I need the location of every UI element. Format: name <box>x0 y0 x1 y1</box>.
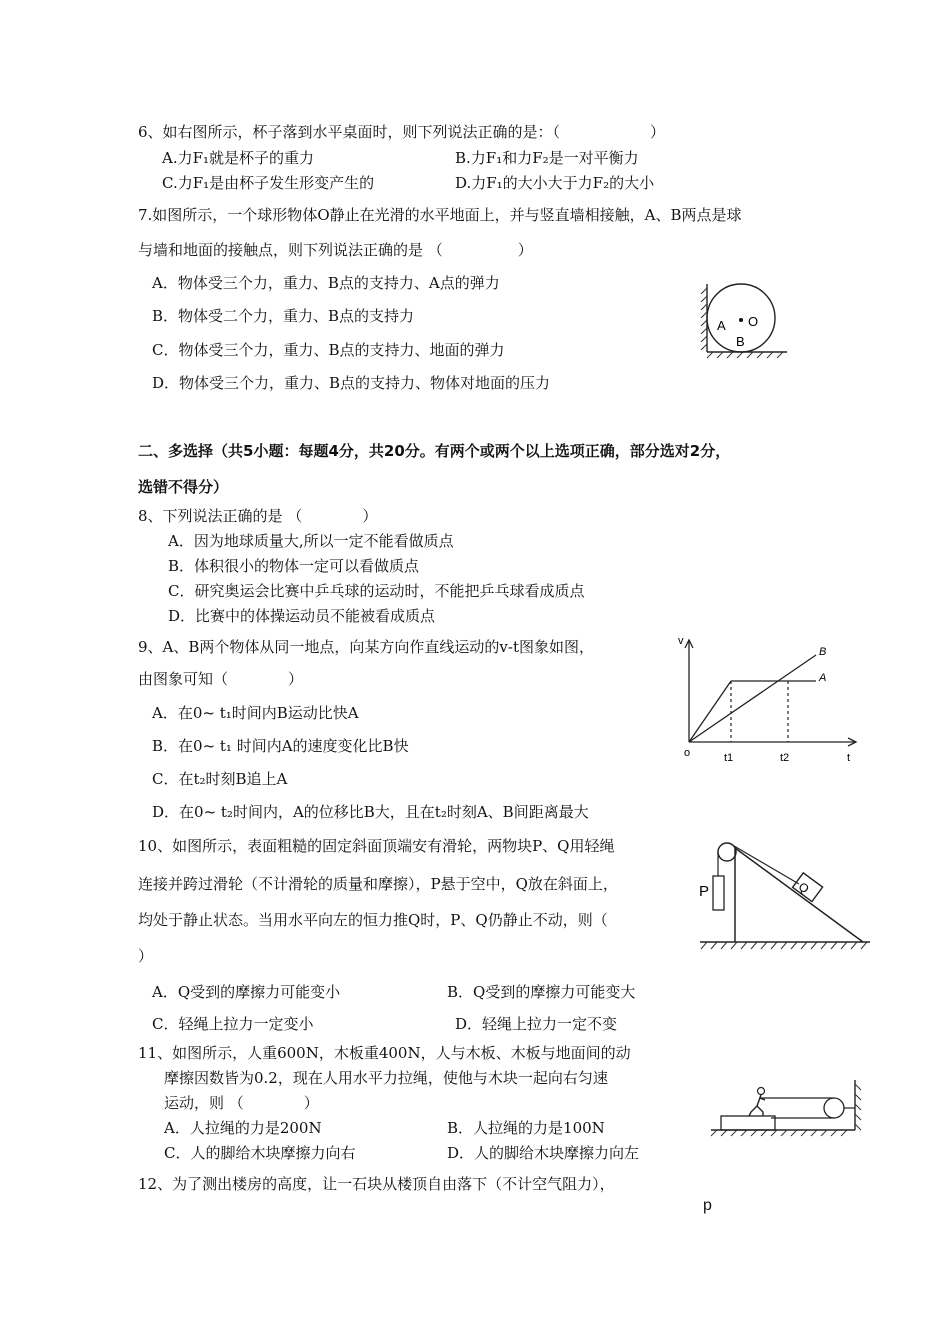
q10-stem-line1: 10、如图所示，表面粗糙的固定斜面顶端安有滑轮，两物块P、Q用轻绳 <box>138 837 615 855</box>
q9-stem-line2: 由图象可知（ ） <box>138 670 304 688</box>
q6-option-a: A.力F₁就是杯子的重力 <box>162 149 315 167</box>
q11-option-b: B．人拉绳的力是100N <box>447 1119 605 1137</box>
q9-vt-graph <box>676 630 866 766</box>
q11-stem-line1: 11、如图所示，人重600N，木板重400N，人与木板、木板与地面间的动 <box>138 1044 631 1062</box>
q11-option-c: C．人的脚给木块摩擦力向右 <box>164 1144 356 1162</box>
q7-stem-line1: 7.如图所示，一个球形物体O静止在光滑的水平地面上，并与竖直墙相接触，A、B两点是球 <box>138 206 742 224</box>
q11-option-d: D．人的脚给木块摩擦力向左 <box>447 1144 640 1162</box>
q10-stem-line4: ） <box>138 947 154 965</box>
q9-graph-series-a-label: A <box>819 672 827 684</box>
q7-option-c: C．物体受三个力，重力、B点的支持力、地面的弹力 <box>152 341 505 359</box>
q6-option-d: D.力F₁的大小大于力F₂的大小 <box>455 174 655 192</box>
q9-option-c: C．在t₂时刻B追上A <box>152 770 288 788</box>
q9-option-b: B．在0~ t₁ 时间内A的速度变化比B快 <box>152 737 409 755</box>
q10-option-a: A．Q受到的摩擦力可能变小 <box>152 983 341 1001</box>
stray-letter-p: p <box>703 1197 712 1214</box>
q11-stem-line3: 运动，则 （ ） <box>164 1094 319 1112</box>
q11-person-board-pulley-figure <box>705 1078 865 1140</box>
q10-fig-label-q: Q <box>795 879 812 897</box>
q8-option-a: A．因为地球质量大,所以一定不能看做质点 <box>168 532 454 550</box>
q10-fig-label-p: P <box>699 883 710 900</box>
q7-ball-wall-figure <box>695 280 795 360</box>
q8-stem: 8、下列说法正确的是 （ ） <box>138 507 378 525</box>
q6-option-c: C.力F₁是由杯子发生形变产生的 <box>162 174 375 192</box>
q9-stem-line1: 9、A、B两个物体从同一地点，向某方向作直线运动的v-t图象如图， <box>138 638 594 656</box>
q10-stem-line3: 均处于静止状态。当用水平向左的恒力推Q时，P、Q仍静止不动，则（ <box>138 911 608 929</box>
q9-graph-origin-label: o <box>684 747 691 759</box>
q10-option-d: D．轻绳上拉力一定不变 <box>455 1015 618 1033</box>
q7-fig-label-o: O <box>748 314 759 329</box>
q9-option-a: A．在0~ t₁时间内B运动比快A <box>152 704 359 722</box>
q10-stem-line2: 连接并跨过滑轮（不计滑轮的质量和摩擦），P悬于空中，Q放在斜面上， <box>138 875 618 893</box>
q9-graph-v-label: v <box>678 635 684 647</box>
section2-heading-line1: 二、多选择（共5小题：每题4分，共20分。有两个或两个以上选项正确，部分选对2分， <box>138 442 731 460</box>
q12-stem: 12、为了测出楼房的高度，让一石块从楼顶自由落下（不计空气阻力）， <box>138 1175 615 1193</box>
q7-fig-label-b: B <box>736 334 745 349</box>
q10-option-b: B．Q受到的摩擦力可能变大 <box>447 983 636 1001</box>
section2-heading-line2: 选错不得分） <box>138 478 229 496</box>
q9-graph-t2-label: t2 <box>780 752 790 764</box>
q11-stem-line2: 摩擦因数皆为0.2，现在人用水平力拉绳，使他与木块一起向右匀速 <box>164 1069 608 1087</box>
q7-option-d: D．物体受三个力，重力、B点的支持力、物体对地面的压力 <box>152 374 551 392</box>
q11-option-a: A．人拉绳的力是200N <box>164 1119 322 1137</box>
q9-graph-t-label: t <box>847 752 851 764</box>
q10-incline-pulley-figure <box>695 832 877 958</box>
q8-option-c: C．研究奥运会比赛中乒乓球的运动时，不能把乒乓球看成质点 <box>168 582 585 600</box>
q8-option-d: D．比赛中的体操运动员不能被看成质点 <box>168 607 436 625</box>
q10-option-c: C．轻绳上拉力一定变小 <box>152 1015 314 1033</box>
q9-graph-series-b-label: B <box>819 646 827 658</box>
q8-option-b: B．体积很小的物体一定可以看做质点 <box>168 557 420 575</box>
q7-stem-line2: 与墙和地面的接触点，则下列说法正确的是 （ ） <box>138 241 533 259</box>
q6-stem: 6、如右图所示，杯子落到水平桌面时，则下列说法正确的是：（ ） <box>138 123 666 141</box>
q7-fig-label-a: A <box>717 318 726 333</box>
q6-option-b: B.力F₁和力F₂是一对平衡力 <box>455 149 639 167</box>
q9-option-d: D．在0~ t₂时间内，A的位移比B大，且在t₂时刻A、B间距离最大 <box>152 803 589 821</box>
q7-option-a: A．物体受三个力，重力、B点的支持力、A点的弹力 <box>152 274 500 292</box>
q9-graph-t1-label: t1 <box>724 752 734 764</box>
q7-option-b: B．物体受二个力，重力、B点的支持力 <box>152 307 415 325</box>
